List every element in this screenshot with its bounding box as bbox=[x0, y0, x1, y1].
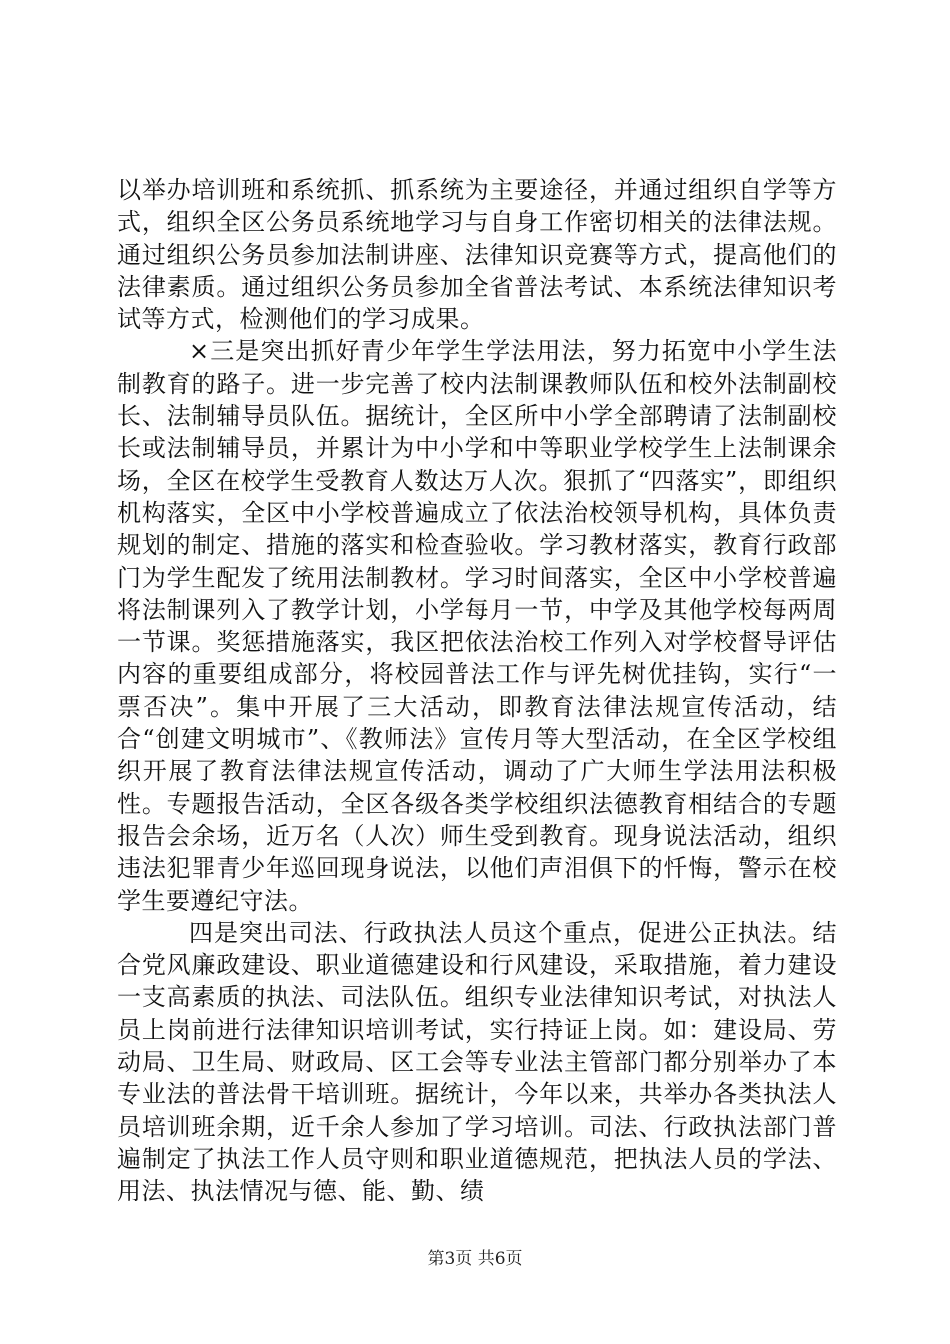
paragraph-1: 以举办培训班和系统抓、抓系统为主要途径，并通过组织自学等方式，组织全区公务员系统地学习与自身工作密切相关的法律法规。通过组织公务员参加法制讲座、法律知识竞赛等方式，提高他们的法律素质。通过组织公务员参加全省普法考试、本系统法律知识考试等方式，检测他们的学习成果。 bbox=[117, 176, 837, 334]
paragraph-2: ×三是突出抓好青少年学生学法用法，努力拓宽中小学生法制教育的路子。进一步完善了校内法制课教师队伍和校外法制副校长、法制辅导员队伍。据统计，全区所中小学全部聘请了法制副校长或法制辅导员，并累计为中小学和中等职业学校学生上法制课余场，全区在校学生受教育人数达万人次。狠抓了“四落实”，即组织机构落实，全区中小学校普遍成立了依法治校领导机构，具体负责规划的制定、措施的落实和检查验收。学习教材落实，教育行政部门为学生配发了统用法制教材。学习时间落实，全区中小学校普遍将法制课列入了教学计划，小学每月一节，中学及其他学校每两周一节课。奖惩措施落实，我区把依法治校工作列入对学校督导评估内容的重要组成部分，将校园普法工作与评先树优挂钩，实行“一票否决”。集中开展了三大活动，即教育法律法规宣传活动，结合“创建文明城市”、《教师法》宣传月等大型活动，在全区学校组织开展了教育法律法规宣传活动，调动了广大师生学法用法积极性。专题报告活动，全区各级各类学校组织法德教育相结合的专题报告会余场，近万名（人次）师生受到教育。现身说法活动，组织违法犯罪青少年巡回现身说法，以他们声泪俱下的忏悔，警示在校学生要遵纪守法。 bbox=[117, 337, 837, 915]
document-body bbox=[117, 174, 837, 1208]
paragraph-3: 四是突出司法、行政执法人员这个重点，促进公正执法。结合党风廉政建设、职业道德建设和行风建设，采取措施，着力建设一支高素质的执法、司法队伍。组织专业法律知识考试，对执法人员上岗前进行法律知识培训考试，实行持证上岗。如：建设局、劳动局、卫生局、财政局、区工会等专业法主管部门都分别举办了本专业法的普法骨干培训班。据统计，今年以来，共举办各类执法人员培训班余期，近千余人参加了学习培训。司法、行政执法部门普遍制定了执法工作人员守则和职业道德规范，把执法人员的学法、用法、执法情况与德、能、勤、绩 bbox=[117, 918, 837, 1206]
page-footer: 第3页 共6页 bbox=[427, 1249, 523, 1269]
